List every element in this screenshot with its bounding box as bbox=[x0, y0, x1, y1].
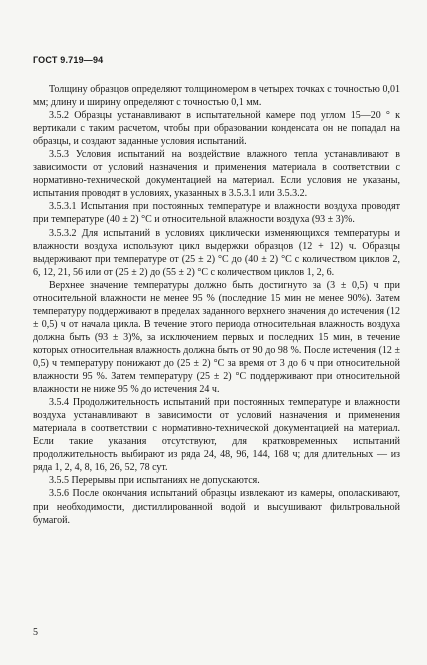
paragraph-3-5-3-2: 3.5.3.2 Для испытаний в условиях циклически изменяющихся температуры и влажности воздуха используют цикл выдержки образцов (12 + 12) ч. Образцы выдерживают при температуре от (25 ± 2) °C до (40 ± 2) °C с количеством циклов 2, 6, 12, 21, 56 или от (25 ± 2) до (55 ± 2) °C с количеством циклов 1, 2, 6. bbox=[33, 227, 400, 278]
standard-header: ГОСТ 9.719—94 bbox=[33, 55, 104, 65]
paragraph-3-5-5: 3.5.5 Перерывы при испытаниях не допускаются. bbox=[49, 475, 260, 487]
paragraph-3-5-3: 3.5.3 Условия испытаний на воздействие влажного тепла устанавливают в зависимости от условий назначения и применения материала в соответствии с нормативно-технической документацией на материал. Если условия не указаны, испытания проводят в условиях, указанных в 3.5.3.1 или 3.5.3.2. bbox=[33, 149, 400, 200]
page-number: 5 bbox=[33, 627, 38, 638]
paragraph-3-5-4: 3.5.4 Продолжительность испытаний при постоянных температуре и влажности воздуха устанавливают в зависимости от условий назначения и применения материала в соответствии с нормативно-технической документацией на материал. Если такие указания отсутствуют, для кратковременных испытаний продолжительность выбирают из ряда 24, 48, 96, 144, 168 ч; для длительных — из ряда 1, 2, 4, 8, 16, 26, 52, 78 сут. bbox=[33, 397, 400, 474]
paragraph-3-5-2: 3.5.2 Образцы устанавливают в испытательной камере под углом 15—20 ° к вертикали с таким расчетом, чтобы при образовании конденсата он не попадал на образцы, и создают заданные условия испытаний. bbox=[33, 110, 400, 148]
paragraph-thickness: Толщину образцов определяют толщиномером в четырех точках с точностью 0,01 мм; длину и ширину определяют с точностью 0,1 мм. bbox=[33, 84, 400, 109]
document-body bbox=[33, 83, 400, 527]
paragraph-3-5-3-1: 3.5.3.1 Испытания при постоянных температуре и влажности воздуха проводят при температуре (40 ± 2) °C и относительной влажности воздуха (93 ± 3)%. bbox=[33, 201, 400, 226]
paragraph-3-5-6: 3.5.6 После окончания испытаний образцы извлекают из камеры, ополаскивают, при необходимости, дистиллированной водой и высушивают фильтровальной бумагой. bbox=[33, 488, 400, 526]
paragraph-upper-temperature: Верхнее значение температуры должно быть достигнуто за (3 ± 0,5) ч при относительной влажности не менее 95 % (последние 15 мин не менее 90%). Затем температуру поддерживают в пределах заданного верхнего значения до истечения (12 ± 0,5) ч от начала цикла. В течение этого периода относительная влажность воздуха должна быть (93 ± 3)%, за исключением первых и последних 15 мин, в течение которых относительная влажность должна быть от 90 до 98 %. После истечения (12 ± 0,5) ч температуру понижают до (25 ± 2) °C за время от 3 до 6 ч при относительной влажности 95 %. Затем температуру (25 ± 2) °C поддерживают при относительной влажности не ниже 95 % до истечения 24 ч. bbox=[33, 279, 400, 396]
